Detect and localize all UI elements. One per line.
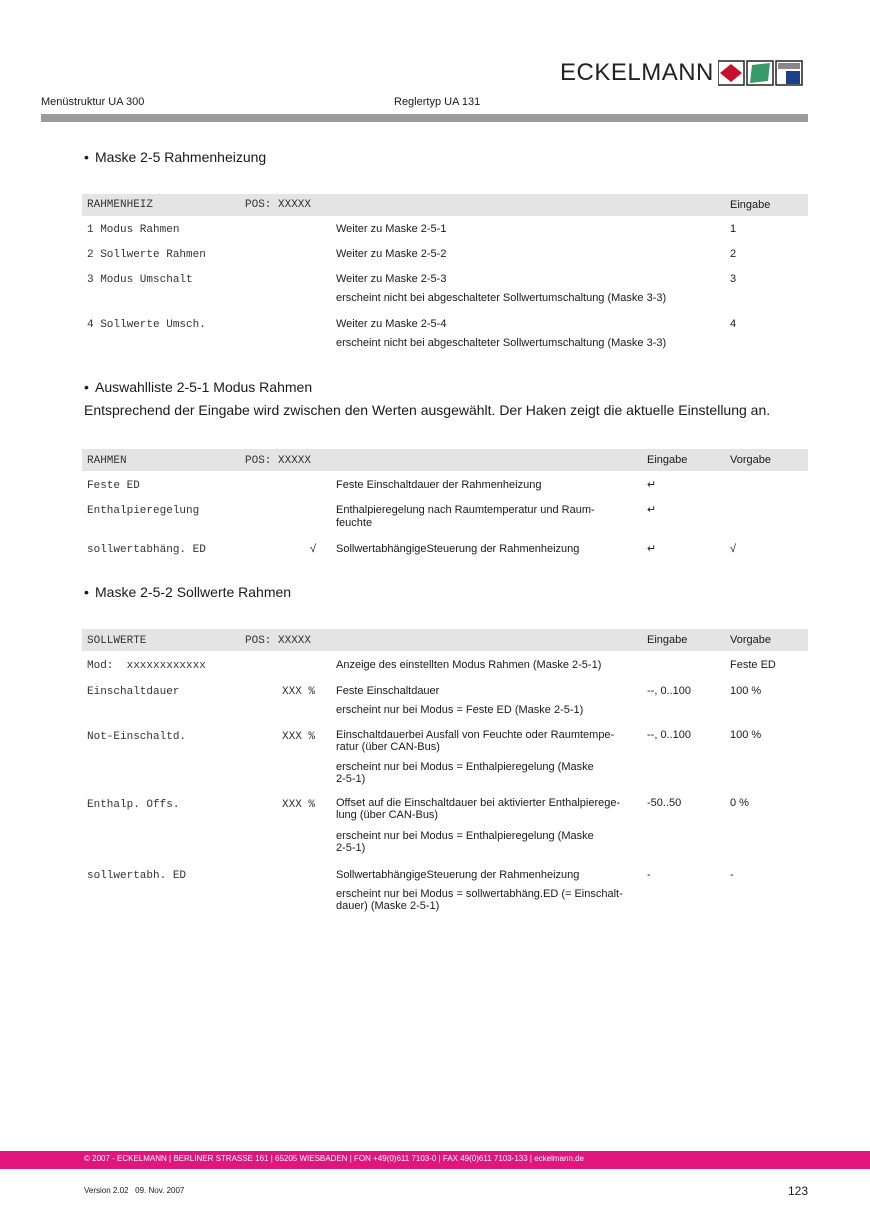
s3-row5-note: erscheint nur bei Modus = sollwertabhäng.ED (= Einschalt- dauer) (Maske 2-5-1) [336,888,623,912]
s3-row2-vorgabe: 100 % [730,685,762,697]
s1-head-c1: RAHMENHEIZ [87,199,154,211]
section2-intro: Entsprechend der Eingabe wird zwischen den Werten ausgewählt. Der Haken zeigt die aktuelle Einstellung an. [84,402,771,418]
s3-head-vorgabe: Vorgabe [730,634,771,646]
s3-row4-c1: Enthalp. Offs. [87,799,180,811]
section2-heading: • Auswahlliste 2-5-1 Modus Rahmen [84,379,313,395]
s2-row1-eingabe: ↵ [647,479,657,491]
s3-row4-desc: Offset auf die Einschaltdauer bei aktivierter Enthalpierege- lung (über CAN-Bus) [336,797,621,821]
s2-row1-desc: Feste Einschaltdauer der Rahmenheizung [336,479,542,491]
s2-row1-c1: Feste ED [87,480,140,492]
s1-row1-desc: Weiter zu Maske 2-5-1 [336,223,447,235]
s2-head-c1: RAHMEN [87,455,127,467]
s3-row2-c1: Einschaltdauer [87,686,180,698]
section3-table-head [82,629,808,651]
s3-row3-vorgabe: 100 % [730,729,762,741]
s1-head-c2: POS: XXXXX [245,199,312,211]
logo-squares-icon [718,59,804,87]
header-bar [41,114,808,122]
s1-row4-c1: 4 Sollwerte Umsch. [87,319,206,331]
s3-row3-c2: XXX % [282,731,316,743]
s1-row4-eingabe: 4 [730,318,737,330]
s3-row2-c2: XXX % [282,686,316,698]
section1-heading: • Maske 2-5 Rahmenheizung [84,149,267,165]
s2-head-eingabe: Eingabe [647,454,688,466]
logo-text: ECKELMANN [560,59,714,86]
section3-heading: • Maske 2-5-2 Sollwerte Rahmen [84,584,292,600]
s3-row2-note: erscheint nur bei Modus = Feste ED (Maske 2-5-1) [336,704,584,716]
s1-row1-eingabe: 1 [730,223,737,235]
s3-row4-note: erscheint nur bei Modus = Enthalpieregelung (Maske 2-5-1) [336,830,594,854]
s3-row5-desc: SollwertabhängigeSteuerung der Rahmenheizung [336,869,580,881]
s1-row2-eingabe: 2 [730,248,737,260]
s3-row3-desc: Einschaltdauerbei Ausfall von Feuchte oder Raumtempe- ratur (über CAN-Bus) [336,729,615,753]
footer-bar [0,1151,870,1169]
s1-row3-note: erscheint nicht bei abgeschalteter Sollwertumschaltung (Maske 3-3) [336,292,667,304]
footer-version: Version 2.02 09. Nov. 2007 [84,1186,185,1195]
s1-row3-c1: 3 Modus Umschalt [87,274,193,286]
section2-table-head [82,449,808,471]
s3-row4-eingabe: -50..50 [647,797,682,809]
s3-head-eingabe: Eingabe [647,634,688,646]
s1-row4-note: erscheint nicht bei abgeschalteter Sollwertumschaltung (Maske 3-3) [336,337,667,349]
s1-head-eingabe: Eingabe [730,199,771,211]
s2-row2-desc: Enthalpieregelung nach Raumtemperatur und Raum- feuchte [336,504,595,529]
s2-row3-vorgabe: √ [730,543,737,555]
s2-head-c2: POS: XXXXX [245,455,312,467]
s3-head-c1: SOLLWERTE [87,635,147,647]
s3-head-c2: POS: XXXXX [245,635,312,647]
s3-row3-note: erscheint nur bei Modus = Enthalpieregelung (Maske 2-5-1) [336,761,594,785]
s3-row1-desc: Anzeige des einstellten Modus Rahmen (Maske 2-5-1) [336,659,602,671]
s3-row2-desc: Feste Einschaltdauer [336,685,440,697]
s3-row4-vorgabe: 0 % [730,797,749,809]
page-number: 123 [788,1184,809,1198]
s3-row5-c1: sollwertabh. ED [87,870,187,882]
s2-row3-eingabe: ↵ [647,543,657,555]
s3-row1-c1: Mod: xxxxxxxxxxxx [87,660,206,672]
s1-row3-desc: Weiter zu Maske 2-5-3 [336,273,447,285]
eckelmann-logo [560,59,804,87]
s3-row3-eingabe: --, 0..100 [647,729,692,741]
header-left: Menüstruktur UA 300 [41,96,145,108]
footer-address: © 2007 - ECKELMANN | BERLINER STRASSE 161 | 65205 WIESBADEN | FON +49(0)611 7103-0 | FAX 49(0)611 7103-133 | eckelmann.de [84,1154,585,1163]
section1-table-head [82,194,808,216]
s2-head-vorgabe: Vorgabe [730,454,771,466]
header-center: Reglertyp UA 131 [394,96,481,108]
s1-row2-c1: 2 Sollwerte Rahmen [87,249,206,261]
s1-row1-c1: 1 Modus Rahmen [87,224,180,236]
s3-row2-eingabe: --, 0..100 [647,685,692,697]
s3-row1-vorgabe: Feste ED [730,659,776,671]
s3-row4-c2: XXX % [282,799,316,811]
s2-row2-eingabe: ↵ [647,504,657,516]
s2-row3-c1: sollwertabhäng. ED [87,544,206,556]
s1-row2-desc: Weiter zu Maske 2-5-2 [336,248,447,260]
s1-row3-eingabe: 3 [730,273,737,285]
s3-row3-c1: Not-Einschaltd. [87,731,187,743]
s3-row5-eingabe: - [647,869,651,881]
s2-row3-desc: SollwertabhängigeSteuerung der Rahmenheizung [336,543,580,555]
s2-row2-c1: Enthalpieregelung [87,505,200,517]
s1-row4-desc: Weiter zu Maske 2-5-4 [336,318,447,330]
s3-row5-vorgabe: - [730,869,734,881]
s2-row3-check: √ [310,543,317,555]
